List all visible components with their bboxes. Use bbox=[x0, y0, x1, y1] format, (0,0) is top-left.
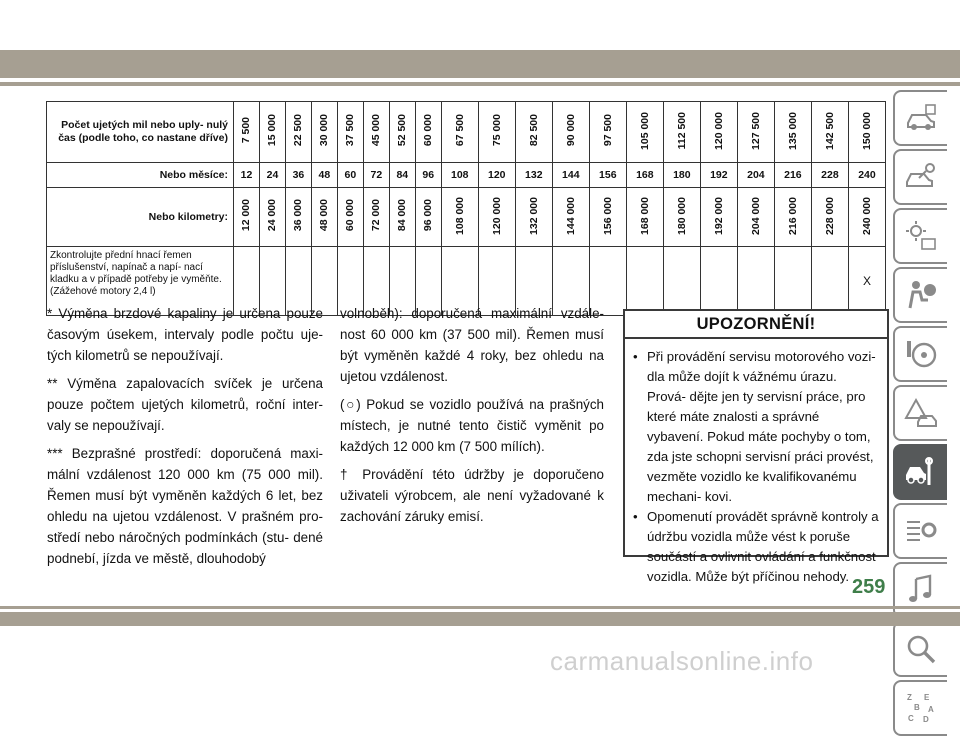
mileage-value: 90 000 bbox=[564, 114, 577, 147]
mileage-cell bbox=[737, 102, 774, 163]
mileage-cell bbox=[478, 102, 515, 163]
dashboard-lights-icon bbox=[904, 219, 938, 253]
mileage-value: 105 000 bbox=[638, 111, 651, 150]
km-cell bbox=[311, 188, 337, 247]
page-number: 259 bbox=[852, 576, 886, 598]
months-value: 204 bbox=[747, 169, 765, 181]
chapter-tabs bbox=[893, 90, 953, 739]
months-value: 120 bbox=[488, 169, 506, 181]
warning-box bbox=[623, 309, 889, 584]
mileage-row bbox=[47, 102, 886, 163]
months-value: 132 bbox=[525, 169, 543, 181]
months-cell bbox=[589, 163, 626, 188]
maintenance-schedule-table bbox=[46, 101, 886, 316]
km-value: 24 000 bbox=[266, 199, 279, 232]
tab-car-info[interactable] bbox=[893, 90, 947, 146]
magnifier-icon bbox=[904, 632, 938, 666]
mileage-cell bbox=[389, 102, 415, 163]
mileage-value: 97 500 bbox=[601, 114, 614, 147]
mileage-value: 52 500 bbox=[396, 114, 409, 147]
km-cell bbox=[259, 188, 285, 247]
km-value: 168 000 bbox=[638, 196, 651, 235]
mileage-cell bbox=[626, 102, 663, 163]
km-cell bbox=[663, 188, 700, 247]
mileage-cell bbox=[552, 102, 589, 163]
footer-watermark: carmanualsonline.info bbox=[550, 646, 814, 676]
mileage-value: 15 000 bbox=[266, 114, 279, 147]
mileage-cell bbox=[337, 102, 363, 163]
months-cell bbox=[337, 163, 363, 188]
task-cell bbox=[700, 247, 737, 316]
tab-dashboard[interactable] bbox=[893, 208, 947, 264]
km-value: 192 000 bbox=[712, 196, 725, 235]
mileage-value: 22 500 bbox=[292, 114, 305, 147]
task-cell bbox=[626, 247, 663, 316]
months-cell bbox=[441, 163, 478, 188]
km-cell bbox=[363, 188, 389, 247]
tab-search[interactable] bbox=[893, 621, 947, 677]
tab-multimedia[interactable] bbox=[893, 562, 947, 618]
months-value: 240 bbox=[858, 169, 876, 181]
tab-index[interactable] bbox=[893, 680, 947, 736]
mileage-value: 45 000 bbox=[370, 114, 383, 147]
km-cell bbox=[626, 188, 663, 247]
km-value: 120 000 bbox=[490, 196, 503, 235]
months-value: 228 bbox=[821, 169, 839, 181]
mileage-value: 7 500 bbox=[240, 117, 253, 144]
km-header: Nebo kilometry: bbox=[47, 188, 234, 247]
footer-band bbox=[0, 612, 960, 626]
tab-emergency[interactable] bbox=[893, 385, 947, 441]
tab-starting[interactable] bbox=[893, 326, 947, 382]
months-cell bbox=[552, 163, 589, 188]
task-cell bbox=[774, 247, 811, 316]
car-key-icon bbox=[904, 160, 938, 194]
months-value: 96 bbox=[422, 169, 435, 181]
km-cell bbox=[389, 188, 415, 247]
footnote-recommended: † Provádění této údržby je doporučeno uživateli výrobcem, ale není vyžadované k zachování záruky emisí. bbox=[340, 467, 604, 524]
km-value: 132 000 bbox=[527, 196, 540, 235]
months-value: 60 bbox=[344, 169, 357, 181]
km-value: 144 000 bbox=[564, 196, 577, 235]
months-cell bbox=[478, 163, 515, 188]
km-cell bbox=[234, 188, 260, 247]
km-value: 36 000 bbox=[292, 199, 305, 232]
car-wrench-icon bbox=[904, 455, 938, 489]
airbag-person-icon bbox=[904, 278, 938, 312]
months-value: 24 bbox=[266, 169, 279, 181]
mileage-header: Počet ujetých mil nebo uply- nulý čas (podle toho, co nastane dříve) bbox=[47, 102, 234, 163]
km-cell bbox=[848, 188, 885, 247]
km-cell bbox=[285, 188, 311, 247]
footnote-spark-plugs: ** Výměna zapalovacích svíček je určena pouze počtem ujetých kilometrů, roční inter- valy se nepoužívají. bbox=[47, 376, 323, 433]
months-value: 144 bbox=[562, 169, 580, 181]
months-cell bbox=[285, 163, 311, 188]
index-letter: B bbox=[914, 703, 920, 712]
months-value: 48 bbox=[318, 169, 331, 181]
km-cell bbox=[737, 188, 774, 247]
header-band bbox=[0, 0, 960, 56]
months-header: Nebo měsíce: bbox=[47, 163, 234, 188]
starter-steering-icon bbox=[904, 337, 938, 371]
mileage-cell bbox=[363, 102, 389, 163]
mileage-value: 60 000 bbox=[422, 114, 435, 147]
index-letters-icon bbox=[904, 691, 938, 725]
months-cell bbox=[626, 163, 663, 188]
km-cell bbox=[478, 188, 515, 247]
km-cell bbox=[811, 188, 848, 247]
car-info-icon bbox=[904, 101, 938, 135]
km-value: 204 000 bbox=[749, 196, 762, 235]
months-cell bbox=[811, 163, 848, 188]
km-value: 228 000 bbox=[823, 196, 836, 235]
months-cell bbox=[234, 163, 260, 188]
header-stripe bbox=[0, 50, 960, 78]
warning-triangle-car-icon bbox=[904, 396, 938, 430]
task-cell bbox=[737, 247, 774, 316]
footer-thin-stripe bbox=[0, 606, 960, 609]
index-letter: C bbox=[908, 714, 914, 723]
warning-title: UPOZORNĚNÍ! bbox=[625, 311, 887, 339]
warning-item: • Při provádění servisu motorového vozi- dla může dojít k vážnému úrazu. Prová- dějte jen ty servisní práce, pro které máte znalosti a správné vybavení. Pokud máte pochyby o tom, zda jste schopni servisní práci provést, vezměte vozidlo ke kvalifikovanému mechani- kovi. bbox=[633, 347, 879, 507]
mileage-value: 150 000 bbox=[860, 111, 873, 150]
warning-list bbox=[633, 347, 879, 587]
mileage-value: 142 500 bbox=[823, 111, 836, 150]
spec-gear-icon bbox=[904, 514, 938, 548]
months-value: 156 bbox=[599, 169, 617, 181]
km-value: 48 000 bbox=[318, 199, 331, 232]
index-letter: Z bbox=[907, 693, 912, 702]
months-value: 192 bbox=[710, 169, 728, 181]
mileage-value: 37 500 bbox=[344, 114, 357, 147]
km-value: 84 000 bbox=[396, 199, 409, 232]
mileage-value: 30 000 bbox=[318, 114, 331, 147]
months-value: 180 bbox=[673, 169, 691, 181]
text-column-left bbox=[47, 303, 323, 576]
mileage-cell bbox=[774, 102, 811, 163]
km-cell bbox=[415, 188, 441, 247]
task-cell bbox=[663, 247, 700, 316]
mileage-value: 82 500 bbox=[527, 114, 540, 147]
km-value: 240 000 bbox=[860, 196, 873, 235]
mileage-value: 127 500 bbox=[749, 111, 762, 150]
task-cell bbox=[811, 247, 848, 316]
index-letter: D bbox=[923, 715, 929, 724]
months-value: 36 bbox=[292, 169, 305, 181]
mileage-cell bbox=[311, 102, 337, 163]
months-value: 168 bbox=[636, 169, 654, 181]
header-thin-stripe bbox=[0, 82, 960, 86]
months-value: 12 bbox=[240, 169, 253, 181]
months-cell bbox=[774, 163, 811, 188]
km-cell bbox=[515, 188, 552, 247]
mileage-cell bbox=[234, 102, 260, 163]
mileage-cell bbox=[589, 102, 626, 163]
months-cell bbox=[259, 163, 285, 188]
months-cell bbox=[737, 163, 774, 188]
mileage-cell bbox=[285, 102, 311, 163]
text-column-middle bbox=[340, 303, 604, 534]
mileage-cell bbox=[811, 102, 848, 163]
tab-safety[interactable] bbox=[893, 267, 947, 323]
task-cell bbox=[848, 247, 885, 316]
task-mark: X bbox=[862, 274, 871, 288]
mileage-cell bbox=[515, 102, 552, 163]
km-cell bbox=[589, 188, 626, 247]
footnote-dusty-filter: (○) Pokud se vozidlo používá na prašných místech, je nutné tento čistič vyměnit po každých 12 000 km (7 500 mílích). bbox=[340, 397, 604, 454]
mileage-value: 135 000 bbox=[786, 111, 799, 150]
km-cell bbox=[552, 188, 589, 247]
months-cell bbox=[415, 163, 441, 188]
months-row bbox=[47, 163, 886, 188]
km-value: 216 000 bbox=[786, 196, 799, 235]
mileage-cell bbox=[700, 102, 737, 163]
months-cell bbox=[700, 163, 737, 188]
mileage-cell bbox=[259, 102, 285, 163]
km-cell bbox=[441, 188, 478, 247]
km-cell bbox=[337, 188, 363, 247]
months-cell bbox=[389, 163, 415, 188]
mileage-cell bbox=[415, 102, 441, 163]
warning-item: • Opomenutí provádět správně kontroly a údržbu vozidla může vést k poruše součástí a ovlivnit ovládání a funkčnost vozidla. Může být příčinou nehody. bbox=[633, 507, 879, 587]
mileage-cell bbox=[848, 102, 885, 163]
mileage-value: 67 500 bbox=[453, 114, 466, 147]
months-cell bbox=[515, 163, 552, 188]
mileage-value: 75 000 bbox=[490, 114, 503, 147]
months-value: 108 bbox=[450, 169, 469, 181]
km-cell bbox=[700, 188, 737, 247]
index-letter: E bbox=[924, 693, 930, 702]
mileage-cell bbox=[663, 102, 700, 163]
km-value: 156 000 bbox=[601, 196, 614, 235]
task-description: Zkontrolujte přední hnací řemen příslušenství, napínač a napí- nací kladku a v případě potřeby je vyměňte. (Zážehové motory 2,4 l) bbox=[47, 247, 234, 316]
km-value: 60 000 bbox=[344, 199, 357, 232]
km-cell bbox=[774, 188, 811, 247]
km-value: 12 000 bbox=[240, 199, 253, 232]
mileage-cell bbox=[441, 102, 478, 163]
footnote-brake-fluid: * Výměna brzdové kapaliny je určena pouze časovým úsekem, intervaly podle počtu uje- tých kilometrů se nepoužívají. bbox=[47, 306, 323, 363]
tab-specifications[interactable] bbox=[893, 503, 947, 559]
months-cell bbox=[848, 163, 885, 188]
footnote-belt: *** Bezprašné prostředí: doporučená maxi- mální vzdálenost 120 000 km (75 000 mil). Řemen musí být vyměněn každých 6 let, bez ohledu na ujetou vzdálenost. V prašném pro- středí nebo náročných podmínkách (stu- dené podnebí, jízda ve městě, dlouhodobý bbox=[47, 446, 323, 566]
km-row bbox=[47, 188, 886, 247]
months-cell bbox=[311, 163, 337, 188]
index-letter: A bbox=[928, 705, 934, 714]
mileage-value: 112 500 bbox=[675, 111, 688, 150]
km-value: 72 000 bbox=[370, 199, 383, 232]
months-value: 72 bbox=[370, 169, 383, 181]
mileage-value: 120 000 bbox=[712, 111, 725, 150]
km-value: 96 000 bbox=[422, 199, 435, 232]
km-value: 180 000 bbox=[675, 196, 688, 235]
months-cell bbox=[663, 163, 700, 188]
months-cell bbox=[363, 163, 389, 188]
footnote-belt-continued: volnoběh): doporučená maximální vzdále- nost 60 000 km (37 500 mil). Řemen musí být vyměněn každé 4 roky, bez ohledu na ujetou vzdálenost. bbox=[340, 306, 604, 384]
music-note-icon bbox=[904, 573, 938, 607]
tab-maintenance[interactable] bbox=[893, 444, 947, 500]
km-value: 108 000 bbox=[453, 196, 466, 235]
months-value: 84 bbox=[396, 169, 409, 181]
months-value: 216 bbox=[784, 169, 802, 181]
tab-keys[interactable] bbox=[893, 149, 947, 205]
